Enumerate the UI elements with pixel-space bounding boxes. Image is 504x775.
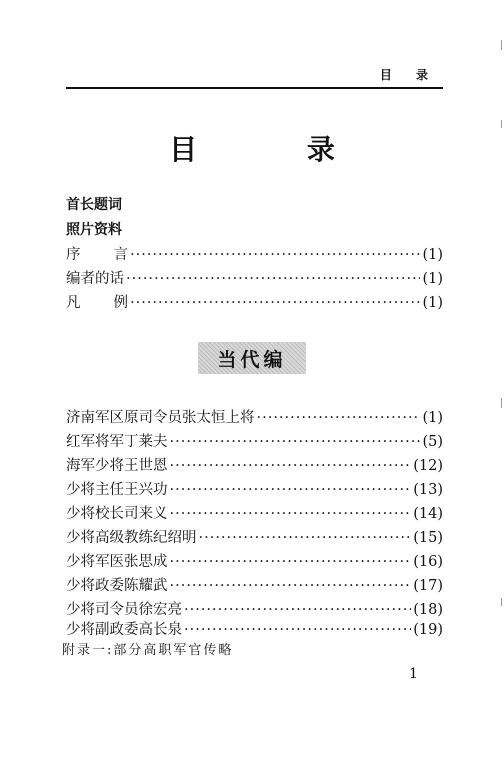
scan-edge-mark xyxy=(501,398,502,408)
toc-leader-dots xyxy=(184,622,411,638)
toc-leader-dots xyxy=(257,410,421,426)
toc-entry-page: (16) xyxy=(413,554,443,570)
toc-entry-label xyxy=(66,243,128,264)
toc-entry-label: 少将军医张思成 xyxy=(66,554,168,570)
toc-entry-page: (15) xyxy=(413,530,443,546)
scan-edge-mark xyxy=(501,40,502,50)
scan-edge-mark xyxy=(501,120,502,128)
toc-entry-label-part: 序 xyxy=(66,247,81,263)
toc-entry xyxy=(66,454,443,476)
appendix-entry: 附录一:部分高职军官传略 xyxy=(62,643,234,658)
toc-leader-dots xyxy=(170,458,412,474)
toc-entry xyxy=(66,243,443,265)
scan-edge-mark xyxy=(501,598,502,606)
page-number: 1 xyxy=(409,666,418,682)
page-title: 目 录 xyxy=(169,133,385,166)
section-title: 当代编 xyxy=(217,348,287,371)
running-head: 目 录 xyxy=(379,68,438,82)
toc-entry-page: (19) xyxy=(413,622,443,638)
toc-leader-dots xyxy=(126,271,420,287)
toc-entry-page: (1) xyxy=(422,295,443,311)
toc-entry-page: (17) xyxy=(413,578,443,594)
toc-leader-dots xyxy=(130,295,420,311)
toc-entry xyxy=(66,502,443,524)
toc-entry xyxy=(66,406,443,428)
toc-leader-dots xyxy=(199,530,412,546)
toc-entry-page: (1) xyxy=(422,247,443,263)
toc-entry-page: (5) xyxy=(422,434,443,450)
toc-entry-label: 编者的话 xyxy=(66,271,124,287)
toc-entry xyxy=(66,574,443,596)
toc-entry-label: 少将副政委高长泉 xyxy=(66,622,182,638)
toc-leader-dots xyxy=(170,482,412,498)
toc-entry-page: (1) xyxy=(422,271,443,287)
toc-entry-label: 海军少将王世恩 xyxy=(66,458,168,474)
toc-entry-label-part: 例 xyxy=(113,295,128,311)
toc-bold-item: 首长题词 xyxy=(66,197,122,213)
toc-entry-page: (13) xyxy=(413,482,443,498)
toc-leader-dots xyxy=(170,506,412,522)
toc-entry-page: (1) xyxy=(422,410,443,426)
toc-entry-label: 少将司令员徐宏亮 xyxy=(66,602,182,618)
toc-leader-dots xyxy=(130,247,420,263)
toc-entry xyxy=(66,291,443,313)
toc-entry xyxy=(66,267,443,289)
toc-entry xyxy=(66,526,443,548)
toc-entry-label: 少将主任王兴功 xyxy=(66,482,168,498)
toc-entry xyxy=(66,550,443,572)
toc-entry xyxy=(66,598,443,620)
toc-leader-dots xyxy=(170,578,412,594)
toc-entry-label-part: 凡 xyxy=(66,295,81,311)
toc-entry-label: 少将政委陈耀武 xyxy=(66,578,168,594)
toc-entry xyxy=(66,618,443,640)
toc-entry-page: (14) xyxy=(413,506,443,522)
toc-entry-page: (18) xyxy=(413,602,443,618)
section-banner xyxy=(198,342,306,374)
toc-leader-dots xyxy=(170,554,412,570)
toc-leader-dots xyxy=(170,434,421,450)
toc-entry xyxy=(66,478,443,500)
toc-entry-label-part: 言 xyxy=(113,247,128,263)
toc-bold-item: 照片资料 xyxy=(66,222,122,238)
toc-leader-dots xyxy=(184,602,411,618)
toc-entry-label: 少将校长司来义 xyxy=(66,506,168,522)
toc-entry-label: 红军将军丁莱夫 xyxy=(66,434,168,450)
toc-entry-label: 少将高级教练纪绍明 xyxy=(66,530,197,546)
toc-entry xyxy=(66,430,443,452)
toc-entry-label: 济南军区原司令员张太恒上将 xyxy=(66,410,255,426)
toc-entry-label xyxy=(66,291,128,312)
toc-entry-page: (12) xyxy=(413,458,443,474)
header-rule xyxy=(66,87,443,89)
